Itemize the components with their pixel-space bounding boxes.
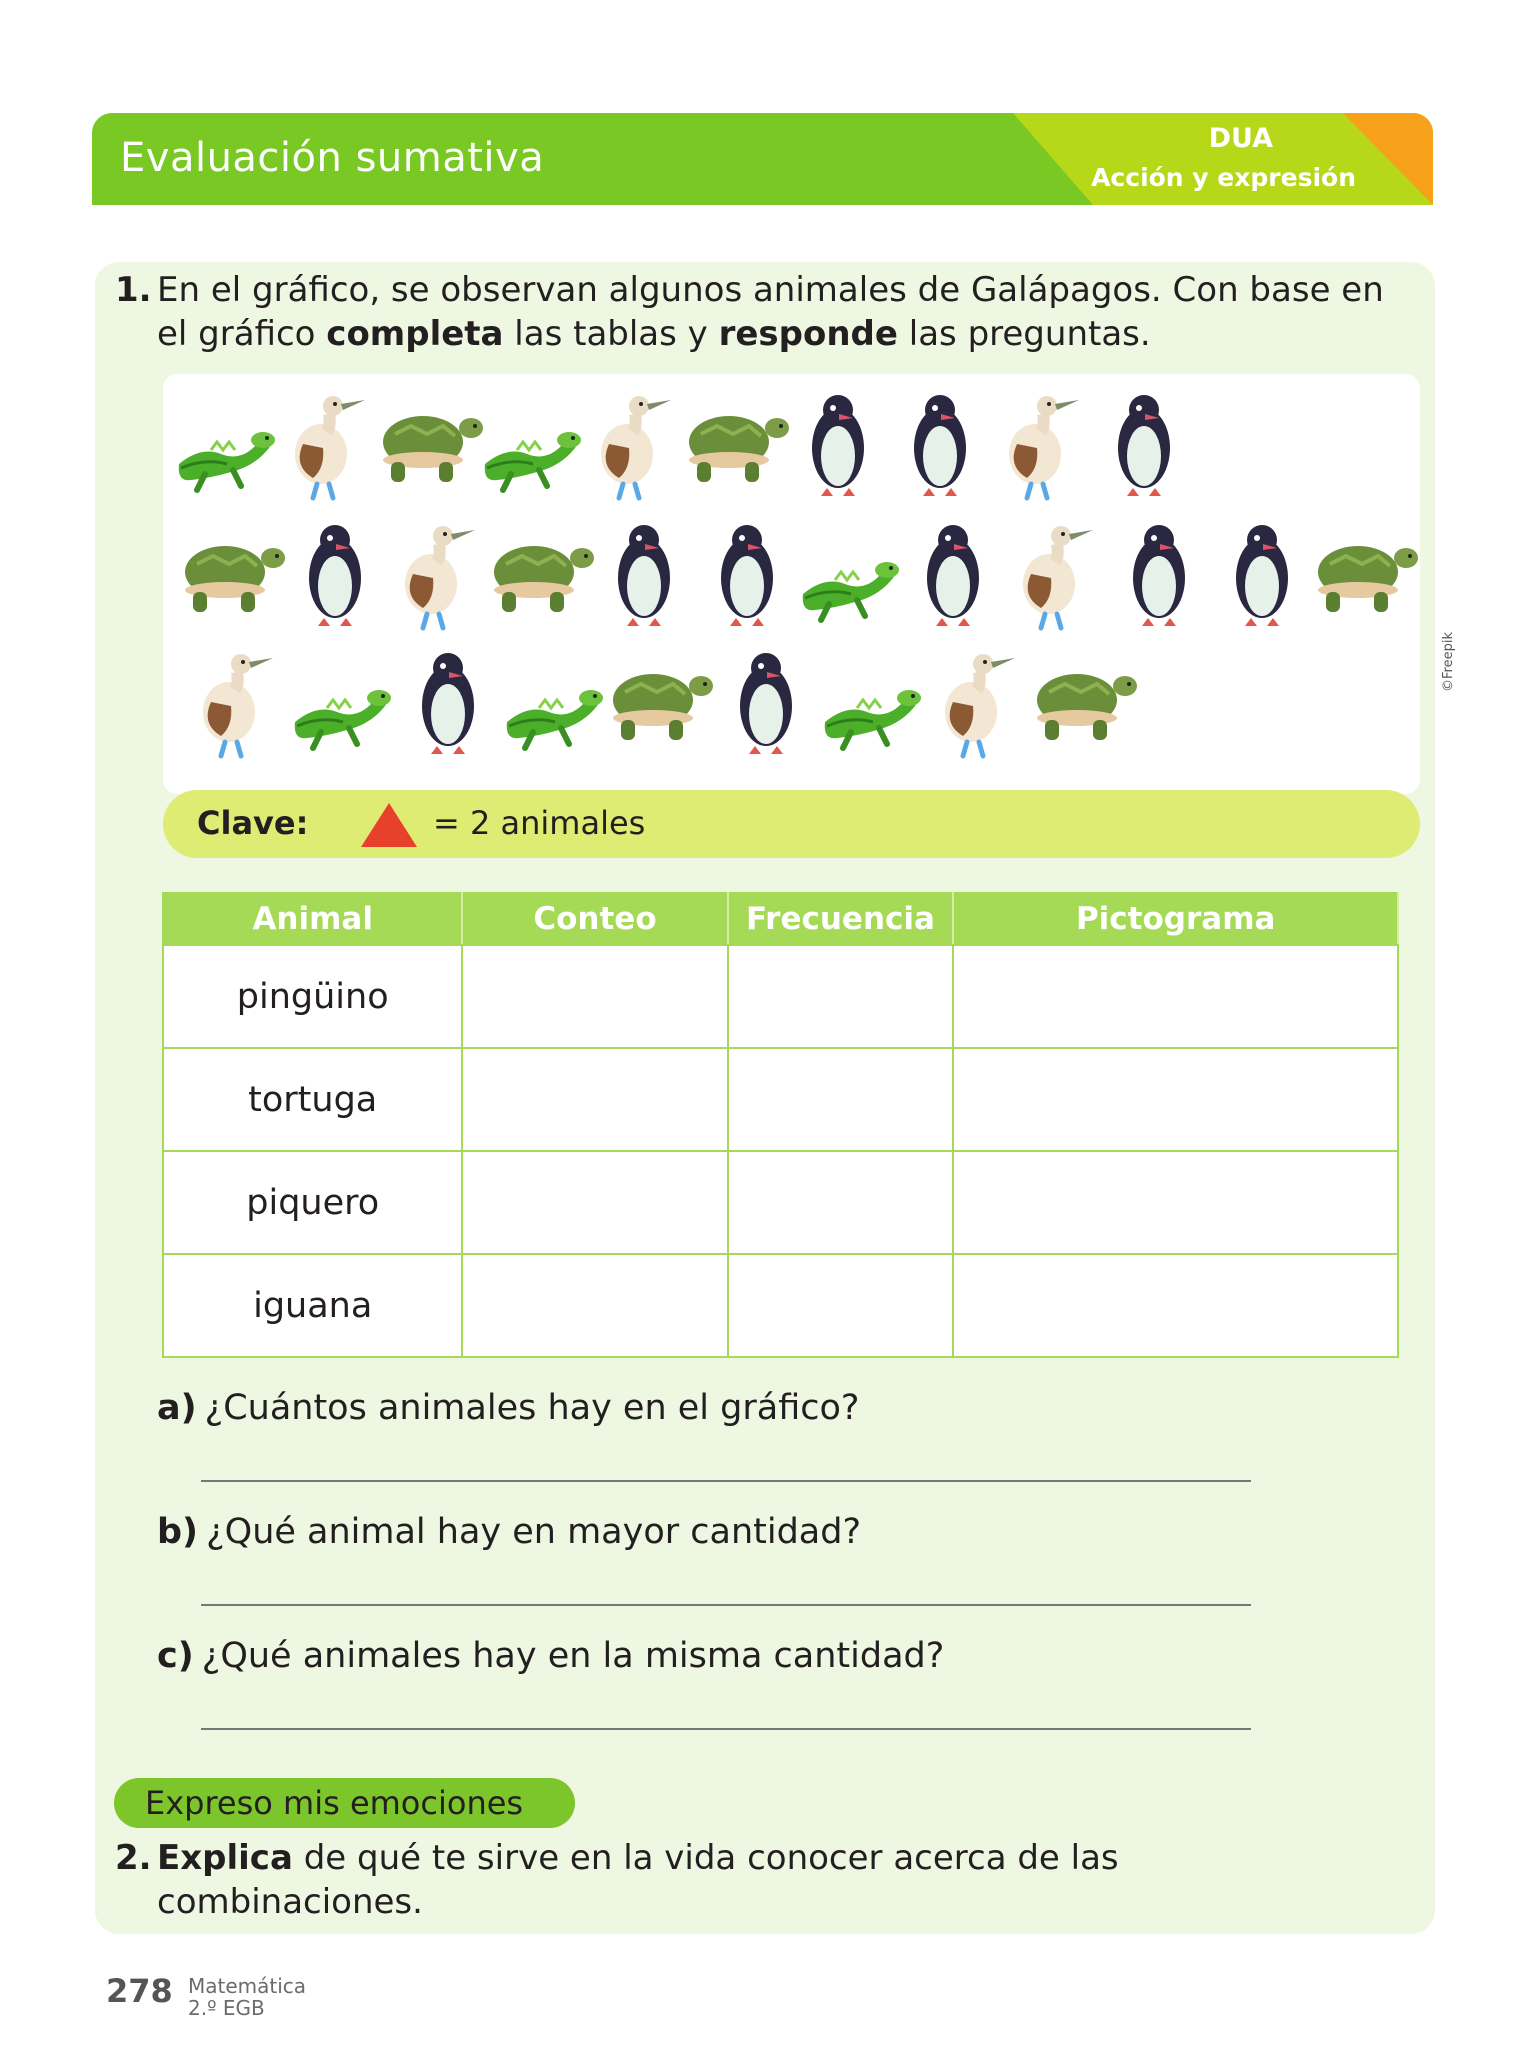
turtle-illustration	[486, 514, 596, 632]
pictograma-cell[interactable]	[953, 1151, 1398, 1254]
penguin-illustration	[885, 384, 995, 502]
penguin-illustration	[280, 514, 390, 632]
penguin-illustration	[1104, 514, 1214, 632]
penguin-illustration	[393, 642, 503, 760]
grade-level: 2.º EGB	[188, 1996, 265, 2020]
animal-cell: tortuga	[163, 1048, 462, 1151]
frequency-table	[162, 892, 1399, 1358]
booby-illustration	[383, 514, 493, 632]
conteo-cell[interactable]	[462, 1151, 727, 1254]
exercise-2-statement	[115, 1836, 1215, 1924]
image-credit: ©Freepik	[1441, 632, 1456, 692]
col-header-conteo: Conteo	[462, 893, 727, 945]
dua-title: DUA	[1208, 123, 1273, 154]
subject-info	[188, 1975, 306, 2019]
iguana-illustration	[795, 514, 905, 632]
conteo-cell[interactable]	[462, 1048, 727, 1151]
exercise-panel	[95, 262, 1456, 1934]
booby-illustration	[987, 384, 1097, 502]
section-pill: Expreso mis emociones	[114, 1778, 575, 1828]
key-label: Clave:	[197, 804, 309, 842]
subject-name: Matemática	[188, 1974, 307, 1998]
col-header-pictograma: Pictograma	[953, 893, 1398, 945]
table-row	[163, 1254, 1398, 1357]
dua-subtitle: Acción y expresión	[1091, 163, 1356, 192]
pictograma-cell[interactable]	[953, 945, 1398, 1048]
penguin-illustration	[1089, 384, 1199, 502]
booby-illustration	[273, 384, 383, 502]
question-a: a) ¿Cuántos animales hay en el gráfico?	[157, 1388, 860, 1428]
turtle-illustration	[1029, 642, 1139, 760]
pictograma-cell[interactable]	[953, 1254, 1398, 1357]
penguin-illustration	[692, 514, 802, 632]
exercise-1-statement	[115, 268, 1405, 356]
turtle-illustration	[1310, 514, 1420, 632]
turtle-illustration	[681, 384, 791, 502]
section-header	[92, 113, 1433, 205]
iguana-illustration	[477, 384, 587, 502]
exercise-2-text: Explica de qué te sirve en la vida conocer acerca de las combinaciones.	[157, 1838, 1119, 1922]
penguin-illustration	[783, 384, 893, 502]
frecuencia-cell[interactable]	[728, 1151, 954, 1254]
answer-line-b[interactable]	[201, 1604, 1251, 1606]
question-b: b) ¿Qué animal hay en mayor cantidad?	[157, 1512, 862, 1552]
red-triangle-icon	[361, 803, 417, 847]
booby-illustration	[579, 384, 689, 502]
answer-line-c[interactable]	[201, 1728, 1251, 1730]
iguana-illustration	[171, 384, 281, 502]
frecuencia-cell[interactable]	[728, 945, 954, 1048]
conteo-cell[interactable]	[462, 1254, 727, 1357]
animal-cell: piquero	[163, 1151, 462, 1254]
pictograma-cell[interactable]	[953, 1048, 1398, 1151]
iguana-illustration	[817, 642, 927, 760]
col-header-frecuencia: Frecuencia	[728, 893, 954, 945]
turtle-illustration	[375, 384, 485, 502]
booby-illustration	[181, 642, 291, 760]
booby-illustration	[923, 642, 1033, 760]
question-c: c) ¿Qué animales hay en la misma cantidad?	[157, 1636, 945, 1676]
table-row	[163, 1048, 1398, 1151]
table-header-row	[163, 893, 1398, 945]
frecuencia-cell[interactable]	[728, 1048, 954, 1151]
iguana-illustration	[287, 642, 397, 760]
key-legend	[163, 790, 1420, 858]
turtle-illustration	[605, 642, 715, 760]
iguana-illustration	[499, 642, 609, 760]
booby-illustration	[1001, 514, 1111, 632]
animal-cell: pingüino	[163, 945, 462, 1048]
animal-cell: iguana	[163, 1254, 462, 1357]
conteo-cell[interactable]	[462, 945, 727, 1048]
answer-line-a[interactable]	[201, 1480, 1251, 1482]
frecuencia-cell[interactable]	[728, 1254, 954, 1357]
penguin-illustration	[589, 514, 699, 632]
penguin-illustration	[1207, 514, 1317, 632]
table-row	[163, 1151, 1398, 1254]
exercise-number: 1.	[115, 270, 152, 310]
animal-picture-chart	[163, 374, 1420, 794]
table-row	[163, 945, 1398, 1048]
col-header-animal: Animal	[163, 893, 462, 945]
header-title: Evaluación sumativa	[120, 135, 545, 181]
key-value: = 2 animales	[433, 804, 646, 842]
page-number: 278	[106, 1972, 173, 2010]
turtle-illustration	[177, 514, 287, 632]
penguin-illustration	[711, 642, 821, 760]
penguin-illustration	[898, 514, 1008, 632]
exercise-number: 2.	[115, 1838, 152, 1878]
exercise-1-text: En el gráfico, se observan algunos animales de Galápagos. Con base en el gráfico completa las tablas y responde las preguntas.	[157, 270, 1384, 354]
